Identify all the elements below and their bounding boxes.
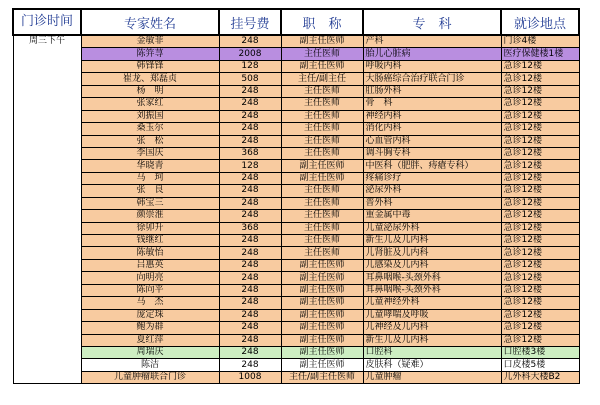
- fee-cell: 248: [219, 172, 281, 184]
- expert-name-cell: 桑玉尔: [81, 123, 219, 135]
- location-cell: 门诊4楼: [501, 35, 579, 48]
- title-cell: 副主任医师: [281, 309, 363, 321]
- specialty-cell: 新生儿及儿内科: [363, 235, 501, 247]
- specialty-cell: 泌尿外科: [363, 185, 501, 197]
- expert-name-cell: 陈笄荨: [81, 48, 219, 60]
- expert-name-cell: 陈向平: [81, 284, 219, 296]
- header-clinic-time: 门诊时间: [13, 9, 81, 35]
- title-cell: 主任医师: [281, 185, 363, 197]
- header-registration-fee: 挂号费: [219, 9, 281, 35]
- fee-cell: 248: [219, 297, 281, 309]
- location-cell: 口腔楼3楼: [501, 346, 579, 358]
- specialty-cell: 呼吸内科: [363, 60, 501, 72]
- specialty-cell: 皮肤科（疑难）: [363, 359, 501, 371]
- table-row: [13, 160, 579, 172]
- table-row: [13, 210, 579, 222]
- schedule-body: [13, 35, 579, 384]
- expert-name-cell: 钱继红: [81, 235, 219, 247]
- fee-cell: 248: [219, 346, 281, 358]
- title-cell: 主任医师: [281, 147, 363, 159]
- expert-name-cell: 儿童肿瘤联合门诊: [81, 371, 219, 383]
- expert-name-cell: 陈洁: [81, 359, 219, 371]
- fee-cell: 248: [219, 123, 281, 135]
- fee-cell: 248: [219, 259, 281, 271]
- location-cell: 急诊12楼: [501, 284, 579, 296]
- expert-name-cell: 陈敏怡: [81, 247, 219, 259]
- location-cell: 急诊12楼: [501, 85, 579, 97]
- title-cell: 主任医师: [281, 85, 363, 97]
- header-specialty: 专 科: [363, 9, 501, 35]
- location-cell: 急诊12楼: [501, 60, 579, 72]
- table-row: [13, 297, 579, 309]
- expert-name-cell: 刘振国: [81, 110, 219, 122]
- location-cell: 急诊12楼: [501, 247, 579, 259]
- location-cell: 急诊12楼: [501, 235, 579, 247]
- table-row: [13, 98, 579, 110]
- table-row: [13, 284, 579, 296]
- table-row: [13, 123, 579, 135]
- specialty-cell: 胎儿心脏病: [363, 48, 501, 60]
- expert-name-cell: 庞定珠: [81, 309, 219, 321]
- expert-name-cell: 颜崇淮: [81, 210, 219, 222]
- location-cell: 急诊12楼: [501, 160, 579, 172]
- specialty-cell: 儿童神经外科: [363, 297, 501, 309]
- fee-cell: 1008: [219, 371, 281, 383]
- location-cell: 急诊12楼: [501, 185, 579, 197]
- location-cell: 急诊12楼: [501, 210, 579, 222]
- location-cell: 急诊12楼: [501, 334, 579, 346]
- location-cell: 急诊12楼: [501, 272, 579, 284]
- specialty-cell: 骨 科: [363, 98, 501, 110]
- expert-name-cell: 华晓青: [81, 160, 219, 172]
- expert-name-cell: 金敏菲: [81, 35, 219, 48]
- expert-name-cell: 李国庆: [81, 147, 219, 159]
- header-location: 就诊地点: [501, 9, 579, 35]
- expert-name-cell: 徐卯升: [81, 222, 219, 234]
- fee-cell: 368: [219, 222, 281, 234]
- fee-cell: 248: [219, 35, 281, 48]
- table-row: [13, 147, 579, 159]
- specialty-cell: 疼痛诊疗: [363, 172, 501, 184]
- title-cell: 主任/副主任医师: [281, 371, 363, 383]
- expert-name-cell: 张 良: [81, 185, 219, 197]
- header-row: [13, 9, 579, 35]
- fee-cell: 248: [219, 235, 281, 247]
- location-cell: 急诊12楼: [501, 259, 579, 271]
- title-cell: 主任医师: [281, 110, 363, 122]
- table-row: [13, 110, 579, 122]
- location-cell: 急诊12楼: [501, 98, 579, 110]
- expert-name-cell: 韩锋锋: [81, 60, 219, 72]
- title-cell: 主任医师: [281, 210, 363, 222]
- specialty-cell: 儿感染及儿内科: [363, 259, 501, 271]
- location-cell: 急诊12楼: [501, 322, 579, 334]
- title-cell: 主任医师: [281, 98, 363, 110]
- table-row: [13, 346, 579, 358]
- table-row: [13, 60, 579, 72]
- table-row: [13, 197, 579, 209]
- fee-cell: 248: [219, 98, 281, 110]
- fee-cell: 248: [219, 334, 281, 346]
- title-cell: 副主任医师: [281, 284, 363, 296]
- location-cell: 急诊12楼: [501, 197, 579, 209]
- expert-name-cell: 张 松: [81, 135, 219, 147]
- expert-name-cell: 周瑞庆: [81, 346, 219, 358]
- fee-cell: 248: [219, 135, 281, 147]
- title-cell: 主任医师: [281, 247, 363, 259]
- specialty-cell: 肛肠外科: [363, 85, 501, 97]
- specialty-cell: 重金属中毒: [363, 210, 501, 222]
- specialty-cell: 产科: [363, 35, 501, 48]
- specialty-cell: 耳鼻咽喉-头颈外科: [363, 284, 501, 296]
- specialty-cell: 心血管内科: [363, 135, 501, 147]
- expert-name-cell: 吕惠英: [81, 259, 219, 271]
- fee-cell: 248: [219, 284, 281, 296]
- table-row: [13, 359, 579, 371]
- expert-name-cell: 崔龙、郑磊贞: [81, 73, 219, 85]
- location-cell: 急诊12楼: [501, 123, 579, 135]
- title-cell: 主任医师: [281, 235, 363, 247]
- specialty-cell: 调斗胸专科: [363, 147, 501, 159]
- table-row: [13, 172, 579, 184]
- fee-cell: 248: [219, 359, 281, 371]
- table-row: [13, 309, 579, 321]
- location-cell: 急诊12楼: [501, 147, 579, 159]
- clinic-day-cell: 周三下午: [13, 35, 81, 384]
- fee-cell: 128: [219, 60, 281, 72]
- specialty-cell: 儿童哮喘及呼吸: [363, 309, 501, 321]
- specialty-cell: 神经内科: [363, 110, 501, 122]
- fee-cell: 248: [219, 272, 281, 284]
- fee-cell: 508: [219, 73, 281, 85]
- specialty-cell: 儿神经及儿内科: [363, 322, 501, 334]
- table-row: [13, 185, 579, 197]
- location-cell: 急诊12楼: [501, 73, 579, 85]
- title-cell: 主任医师: [281, 197, 363, 209]
- specialty-cell: 普外科: [363, 197, 501, 209]
- fee-cell: 248: [219, 185, 281, 197]
- header-job-title: 职 称: [281, 9, 363, 35]
- table-row: [13, 272, 579, 284]
- specialty-cell: 耳鼻咽喉-头颈外科: [363, 272, 501, 284]
- title-cell: 主任医师: [281, 222, 363, 234]
- location-cell: 急诊12楼: [501, 309, 579, 321]
- title-cell: 副主任医师: [281, 359, 363, 371]
- specialty-cell: 儿肾脏及儿内科: [363, 247, 501, 259]
- fee-cell: 248: [219, 110, 281, 122]
- expert-name-cell: 向明亮: [81, 272, 219, 284]
- title-cell: 副主任医师: [281, 60, 363, 72]
- specialty-cell: 大肠癌综合治疗联合门诊: [363, 73, 501, 85]
- title-cell: 主任医师: [281, 123, 363, 135]
- header-expert-name: 专家姓名: [81, 9, 219, 35]
- location-cell: 儿外科大楼B2: [501, 371, 579, 383]
- title-cell: 主任医师: [281, 135, 363, 147]
- table-row: [13, 222, 579, 234]
- fee-cell: 368: [219, 147, 281, 159]
- fee-cell: 248: [219, 309, 281, 321]
- table-row: [13, 259, 579, 271]
- title-cell: 副主任医师: [281, 259, 363, 271]
- table-row: [13, 73, 579, 85]
- expert-name-cell: 鲍为群: [81, 322, 219, 334]
- specialty-cell: 儿童泌尿外科: [363, 222, 501, 234]
- expert-name-cell: 杨 明: [81, 85, 219, 97]
- fee-cell: 248: [219, 210, 281, 222]
- location-cell: 急诊12楼: [501, 222, 579, 234]
- fee-cell: 248: [219, 85, 281, 97]
- location-cell: 急诊12楼: [501, 135, 579, 147]
- table-row: [13, 85, 579, 97]
- title-cell: 副主任医师: [281, 297, 363, 309]
- location-cell: 口皮楼5楼: [501, 359, 579, 371]
- table-row: [13, 135, 579, 147]
- specialty-cell: 新生儿及儿内科: [363, 334, 501, 346]
- location-cell: 急诊12楼: [501, 172, 579, 184]
- clinic-schedule-table: [12, 8, 580, 384]
- expert-name-cell: 夏红萍: [81, 334, 219, 346]
- title-cell: 副主任医师: [281, 322, 363, 334]
- title-cell: 副主任医师: [281, 334, 363, 346]
- title-cell: 主任医师: [281, 48, 363, 60]
- table-row: [13, 235, 579, 247]
- title-cell: 副主任医师: [281, 346, 363, 358]
- specialty-cell: 消化内科: [363, 123, 501, 135]
- table-row: [13, 322, 579, 334]
- specialty-cell: 口腔科: [363, 346, 501, 358]
- fee-cell: 248: [219, 197, 281, 209]
- specialty-cell: 中医科（肥胖、痔瘡专科）: [363, 160, 501, 172]
- title-cell: 副主任医师: [281, 35, 363, 48]
- expert-name-cell: 张家红: [81, 98, 219, 110]
- title-cell: 副主任医师: [281, 160, 363, 172]
- fee-cell: 248: [219, 247, 281, 259]
- table-row: [13, 48, 579, 60]
- table-row: [13, 35, 579, 48]
- table-row: [13, 334, 579, 346]
- title-cell: 主任/副主任: [281, 73, 363, 85]
- expert-name-cell: 韩宝三: [81, 197, 219, 209]
- fee-cell: 2008: [219, 48, 281, 60]
- location-cell: 急诊12楼: [501, 297, 579, 309]
- expert-name-cell: 马 珂: [81, 172, 219, 184]
- specialty-cell: 儿童肿瘤: [363, 371, 501, 383]
- title-cell: 副主任医师: [281, 272, 363, 284]
- fee-cell: 128: [219, 160, 281, 172]
- expert-name-cell: 马 杰: [81, 297, 219, 309]
- title-cell: 副主任医师: [281, 172, 363, 184]
- table-row: [13, 247, 579, 259]
- location-cell: 医疗保健楼1楼: [501, 48, 579, 60]
- table-row: [13, 371, 579, 383]
- location-cell: 急诊12楼: [501, 110, 579, 122]
- fee-cell: 248: [219, 322, 281, 334]
